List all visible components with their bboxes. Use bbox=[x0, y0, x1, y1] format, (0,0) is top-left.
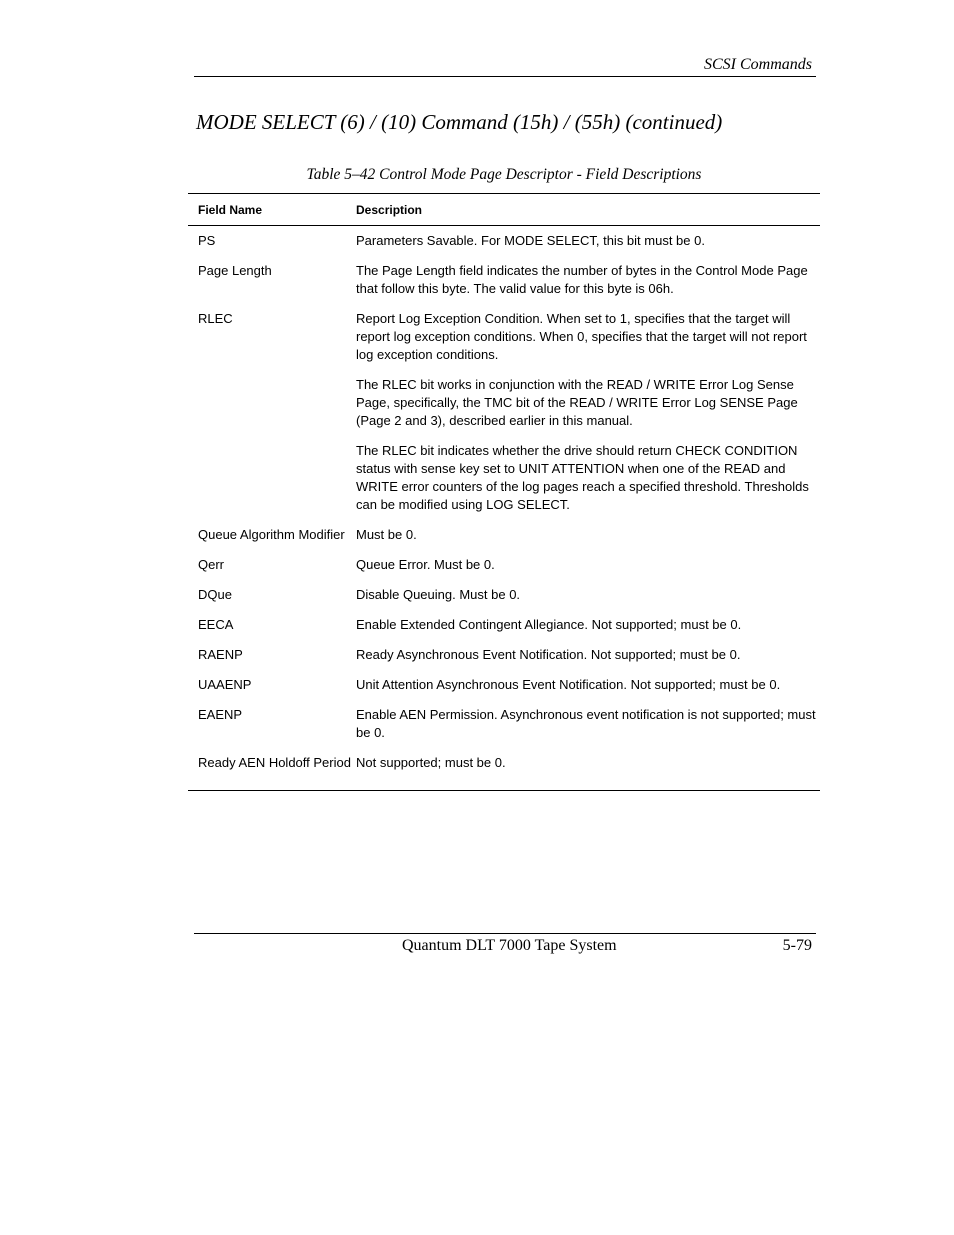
table-caption: Table 5–42 Control Mode Page Descriptor - Field Descriptions bbox=[306, 166, 702, 183]
description-paragraph: The Page Length field indicates the number of bytes in the Control Mode Page that follow this byte. The valid value for this byte is 06h. bbox=[356, 263, 808, 296]
field-name-cell: Page Length bbox=[198, 263, 272, 278]
description-paragraph: Ready Asynchronous Event Notification. Not supported; must be 0. bbox=[356, 647, 741, 662]
table-header bbox=[188, 194, 820, 226]
table-row bbox=[188, 674, 820, 704]
field-name-cell: PS bbox=[198, 233, 216, 248]
description-paragraph: Not supported; must be 0. bbox=[356, 755, 506, 770]
section-title: MODE SELECT (6) / (10) Command (15h) / (55h) (continued) bbox=[196, 110, 723, 134]
table-row bbox=[188, 644, 820, 674]
table-row bbox=[188, 752, 820, 782]
column-header-field-name: Field Name bbox=[198, 202, 263, 217]
description-cell bbox=[356, 676, 820, 694]
table-row bbox=[188, 524, 820, 554]
description-cell bbox=[356, 586, 820, 604]
field-name-cell: RAENP bbox=[198, 647, 243, 662]
field-name-cell: RLEC bbox=[198, 311, 233, 326]
table-row bbox=[188, 554, 820, 584]
description-paragraph: Parameters Savable. For MODE SELECT, this bit must be 0. bbox=[356, 233, 705, 248]
description-paragraph: Must be 0. bbox=[356, 527, 417, 542]
description-cell bbox=[356, 754, 820, 772]
table-row bbox=[188, 584, 820, 614]
field-name-cell: Qerr bbox=[198, 557, 224, 572]
field-name-cell: DQue bbox=[198, 587, 232, 602]
table-row bbox=[188, 260, 820, 308]
footer-title: Quantum DLT 7000 Tape System bbox=[402, 937, 617, 954]
field-name-cell: Ready AEN Holdoff Period bbox=[198, 755, 351, 770]
description-cell bbox=[356, 646, 820, 664]
field-name-cell: UAAENP bbox=[198, 677, 252, 692]
description-paragraph: The RLEC bit indicates whether the drive should return CHECK CONDITION status with sense key set to UNIT ATTENTION when one of the READ and WRITE error counters of the log pages reach a specified threshold. Thresholds can be modified using LOG SELECT. bbox=[356, 443, 809, 512]
page-number: 5-79 bbox=[782, 937, 812, 954]
column-header-description: Description bbox=[356, 202, 423, 217]
table-row bbox=[188, 704, 820, 752]
description-paragraph: The RLEC bit works in conjunction with the READ / WRITE Error Log Sense Page, specifically, the TMC bit of the READ / WRITE Error Log SENSE Page (Page 2 and 3), described earlier in this manual. bbox=[356, 377, 798, 428]
description-cell bbox=[356, 556, 820, 574]
description-paragraph: Report Log Exception Condition. When set to 1, specifies that the target will report log exception conditions. When 0, specifies that the target will not report log exception conditions. bbox=[356, 311, 807, 362]
field-descriptions-table bbox=[188, 193, 820, 791]
description-paragraph: Unit Attention Asynchronous Event Notification. Not supported; must be 0. bbox=[356, 677, 781, 692]
running-footer bbox=[194, 933, 816, 954]
table-body bbox=[188, 226, 820, 790]
table-row bbox=[188, 308, 820, 524]
description-paragraph: Enable AEN Permission. Asynchronous event notification is not supported; must be 0. bbox=[356, 707, 816, 740]
description-paragraph: Enable Extended Contingent Allegiance. Not supported; must be 0. bbox=[356, 617, 742, 632]
description-cell bbox=[356, 616, 820, 634]
table-row bbox=[188, 230, 820, 260]
description-cell bbox=[356, 232, 820, 250]
description-cell bbox=[356, 526, 820, 544]
field-name-cell: EAENP bbox=[198, 707, 243, 722]
running-header-title: SCSI Commands bbox=[703, 56, 812, 73]
running-header bbox=[194, 56, 816, 77]
description-paragraph: Queue Error. Must be 0. bbox=[356, 557, 495, 572]
description-cell bbox=[356, 706, 820, 742]
description-cell bbox=[356, 310, 820, 514]
description-cell bbox=[356, 262, 820, 298]
description-paragraph: Disable Queuing. Must be 0. bbox=[356, 587, 521, 602]
field-name-cell: EECA bbox=[198, 617, 234, 632]
table-row bbox=[188, 614, 820, 644]
field-name-cell: Queue Algorithm Modifier bbox=[198, 527, 345, 542]
